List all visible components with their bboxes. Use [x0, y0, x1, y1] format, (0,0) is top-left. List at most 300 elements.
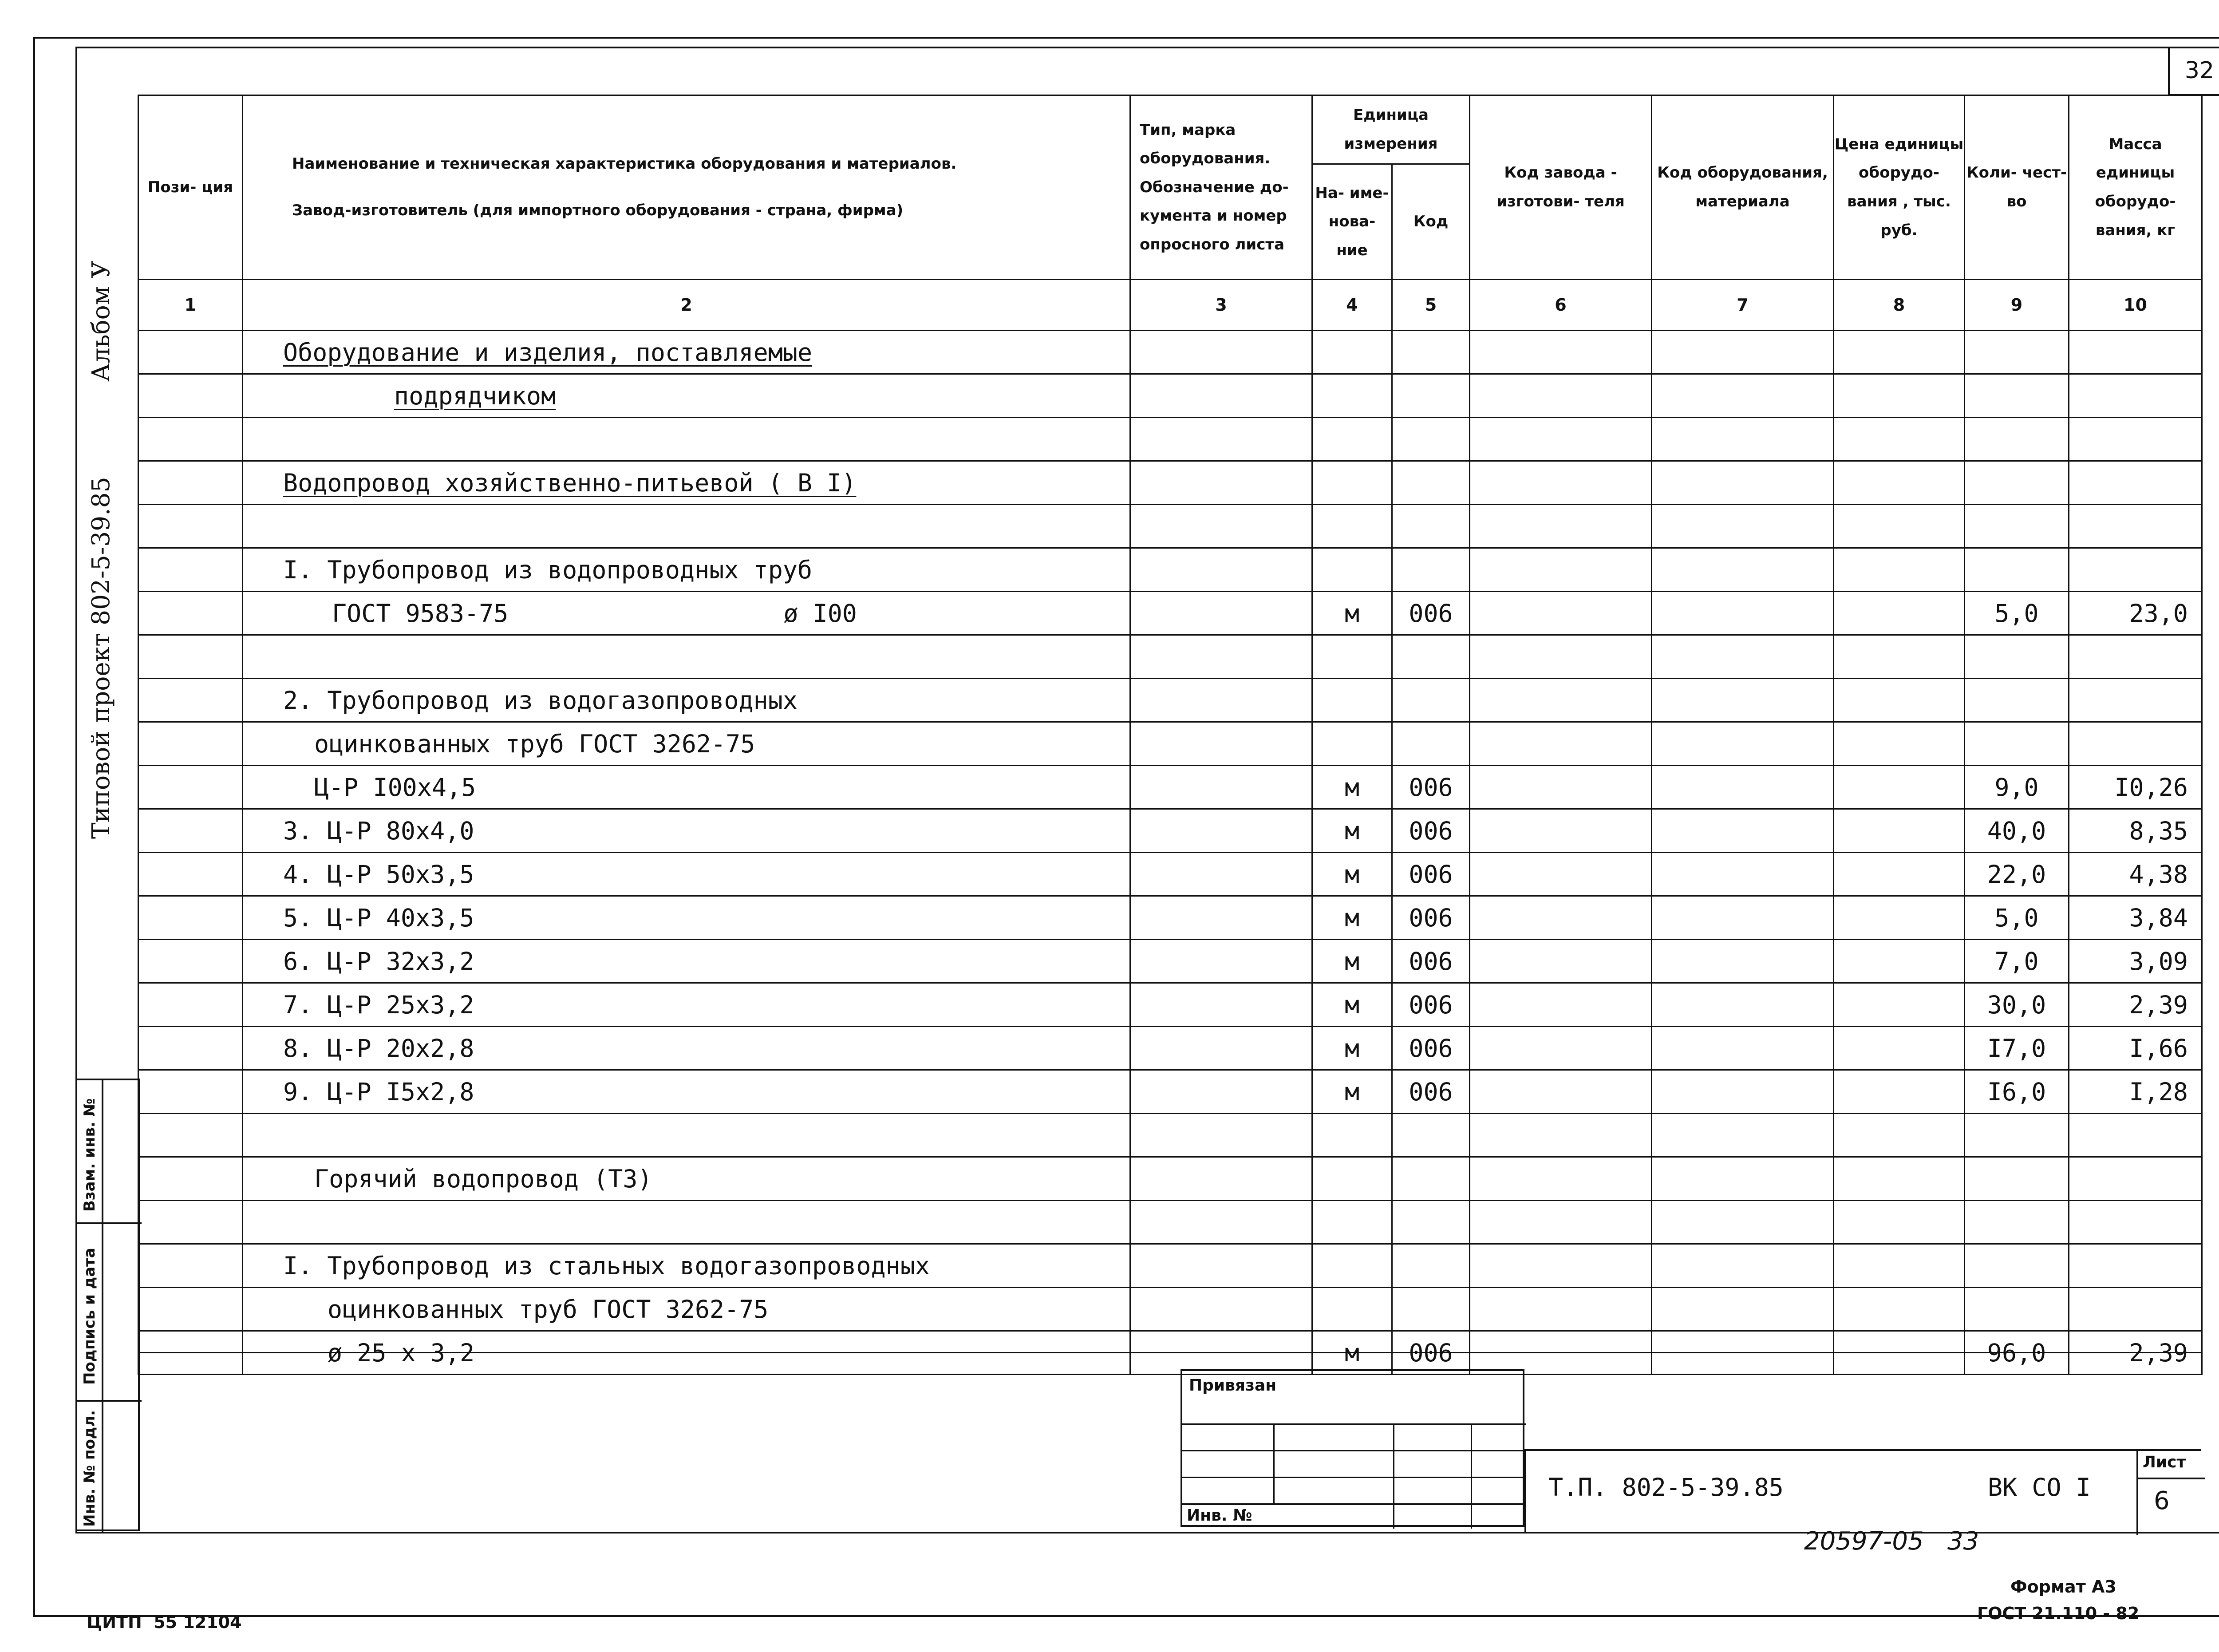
cell-mass: 23,0 [2069, 592, 2202, 635]
cell-mass [2069, 679, 2202, 722]
cell-quantity [1965, 1114, 2069, 1157]
cell-position [138, 896, 243, 940]
item-name: Водопровод хозяйственно-питьевой ( В I) [283, 468, 857, 497]
cell-price [1834, 548, 1965, 592]
cell-material-code [1652, 331, 1834, 374]
cell-code: 006 [1392, 766, 1470, 809]
table-row [138, 461, 2202, 505]
item-name: Горячий водопровод (Т3) [314, 1164, 652, 1193]
cell-factory-code [1470, 331, 1652, 374]
item-name: Ц-Р I00х4,5 [314, 773, 476, 802]
cell-material-code [1652, 809, 1834, 853]
cell-type [1130, 1070, 1312, 1114]
header-factory-code: Код завода - изготови- теля [1470, 95, 1652, 280]
cell-quantity: 9,0 [1965, 766, 2069, 809]
cell-type [1130, 1027, 1312, 1070]
project-code: Т.П. 802-5-39.85 [1548, 1473, 1784, 1502]
inv-label: Инв. № подл. [81, 1410, 99, 1527]
table-row [138, 1114, 2202, 1157]
table-row [138, 505, 2202, 548]
item-name: 2. Трубопровод из водогазопроводных [283, 686, 798, 715]
cell-name [243, 1157, 1130, 1201]
citp-label: ЦИТП 55 12104 [87, 1612, 242, 1632]
table-row [138, 1070, 2202, 1114]
main-stamp-box [1524, 1449, 2201, 1533]
cell-price [1834, 374, 1965, 418]
cell-factory-code [1470, 1114, 1652, 1157]
cell-name [243, 853, 1130, 896]
cell-mass [2069, 1288, 2202, 1331]
cell-mass: 8,35 [2069, 809, 2202, 853]
cell-code [1392, 1114, 1470, 1157]
cell-price [1834, 679, 1965, 722]
cell-code [1392, 1201, 1470, 1244]
cell-unit: м [1312, 809, 1392, 853]
cell-type [1130, 722, 1312, 766]
cell-position [138, 418, 243, 461]
cell-unit: м [1312, 1070, 1392, 1114]
item-name: оцинкованных труб ГОСТ 3262-75 [328, 1295, 769, 1324]
cell-code: 006 [1392, 1027, 1470, 1070]
cell-price [1834, 940, 1965, 983]
cell-material-code [1652, 722, 1834, 766]
cell-name [243, 374, 1130, 418]
cell-material-code [1652, 418, 1834, 461]
item-name: ø 25 х 3,2 [328, 1338, 475, 1367]
cell-name [243, 548, 1130, 592]
cell-position [138, 766, 243, 809]
item-name: 7. Ц-Р 25х3,2 [283, 990, 474, 1019]
cell-code [1392, 505, 1470, 548]
cell-unit: м [1312, 766, 1392, 809]
cell-unit: м [1312, 983, 1392, 1027]
header-name: Наименование и техническая характеристика оборудования и материалов. Завод-изготовитель (для импортного оборудования - страна, фирма) [243, 95, 1130, 280]
colnum-10: 10 [2069, 280, 2202, 331]
cell-mass [2069, 1201, 2202, 1244]
cell-factory-code [1470, 983, 1652, 1027]
colnum-4: 4 [1312, 280, 1392, 331]
cell-type [1130, 1244, 1312, 1288]
table-row [138, 1201, 2202, 1244]
item-name: I. Трубопровод из водопроводных труб [283, 555, 813, 584]
table-row [138, 548, 2202, 592]
table-row [138, 592, 2202, 635]
handwritten-number: 20597-05 33 [1804, 1527, 1979, 1556]
sheet-code: ВК СО I [1988, 1473, 2091, 1502]
cell-code: 006 [1392, 1070, 1470, 1114]
cell-unit: м [1312, 896, 1392, 940]
cell-position [138, 331, 243, 374]
cell-code [1392, 1288, 1470, 1331]
table-row [138, 896, 2202, 940]
cell-price [1834, 1157, 1965, 1201]
cell-code [1392, 418, 1470, 461]
item-name: I. Трубопровод из стальных водогазопроводных [283, 1251, 930, 1280]
cell-position [138, 722, 243, 766]
cell-material-code [1652, 766, 1834, 809]
cell-unit [1312, 505, 1392, 548]
cell-factory-code [1470, 766, 1652, 809]
cell-quantity [1965, 1157, 2069, 1201]
cell-material-code [1652, 1288, 1834, 1331]
table-row [138, 722, 2202, 766]
column-numbers-row [138, 280, 2202, 331]
cell-position [138, 1201, 243, 1244]
header-unit-name: На- име- нова- ние [1312, 164, 1392, 280]
cell-quantity: 40,0 [1965, 809, 2069, 853]
table-row [138, 331, 2202, 374]
cell-type [1130, 766, 1312, 809]
cell-unit [1312, 418, 1392, 461]
cell-material-code [1652, 896, 1834, 940]
item-name: 3. Ц-Р 80х4,0 [283, 816, 474, 845]
cell-material-code [1652, 461, 1834, 505]
cell-type [1130, 505, 1312, 548]
cell-quantity [1965, 679, 2069, 722]
cell-unit [1312, 1114, 1392, 1157]
cell-position [138, 505, 243, 548]
cell-quantity [1965, 635, 2069, 679]
cell-factory-code [1470, 461, 1652, 505]
table-row [138, 374, 2202, 418]
cell-position [138, 679, 243, 722]
cell-position [138, 983, 243, 1027]
table-row [138, 940, 2202, 983]
cell-factory-code [1470, 679, 1652, 722]
cell-mass: 3,09 [2069, 940, 2202, 983]
colnum-2: 2 [243, 280, 1130, 331]
cell-mass [2069, 418, 2202, 461]
cell-quantity [1965, 1244, 2069, 1288]
cell-factory-code [1470, 548, 1652, 592]
cell-factory-code [1470, 809, 1652, 853]
cell-code [1392, 461, 1470, 505]
cell-position [138, 940, 243, 983]
album-label: Альбом У [87, 261, 115, 382]
item-name: 4. Ц-Р 50х3,5 [283, 860, 474, 889]
cell-unit [1312, 1201, 1392, 1244]
cell-material-code [1652, 1070, 1834, 1114]
cell-mass: 4,38 [2069, 853, 2202, 896]
cell-position [138, 1157, 243, 1201]
cell-type [1130, 331, 1312, 374]
cell-type [1130, 592, 1312, 635]
cell-code: 006 [1392, 1331, 1470, 1375]
cell-price [1834, 1114, 1965, 1157]
cell-code: 006 [1392, 940, 1470, 983]
header-material-code: Код оборудования, материала [1652, 95, 1834, 280]
cell-mass [2069, 505, 2202, 548]
cell-code [1392, 1244, 1470, 1288]
item-diameter: ø I00 [783, 599, 857, 628]
cell-unit [1312, 548, 1392, 592]
cell-quantity: 5,0 [1965, 896, 2069, 940]
cell-unit [1312, 1157, 1392, 1201]
cell-name [243, 940, 1130, 983]
cell-factory-code [1470, 505, 1652, 548]
cell-quantity [1965, 374, 2069, 418]
cell-quantity [1965, 418, 2069, 461]
cell-quantity [1965, 1288, 2069, 1331]
item-name: подрядчиком [394, 381, 556, 410]
cell-type [1130, 1288, 1312, 1331]
cell-name [243, 1027, 1130, 1070]
cell-name [243, 1201, 1130, 1244]
cell-position [138, 853, 243, 896]
cell-mass: I0,26 [2069, 766, 2202, 809]
cell-type [1130, 809, 1312, 853]
cell-unit [1312, 1244, 1392, 1288]
cell-factory-code [1470, 722, 1652, 766]
cell-factory-code [1470, 374, 1652, 418]
table-row [138, 983, 2202, 1027]
cell-unit: м [1312, 853, 1392, 896]
page-number: 32 [2168, 47, 2219, 96]
cell-mass [2069, 461, 2202, 505]
item-name: 6. Ц-Р 32х3,2 [283, 947, 474, 976]
table-row [138, 418, 2202, 461]
table-row [138, 679, 2202, 722]
cell-material-code [1652, 1027, 1834, 1070]
cell-name [243, 592, 1130, 635]
cell-material-code [1652, 1244, 1834, 1288]
cell-unit [1312, 331, 1392, 374]
list-label: Лист [2143, 1453, 2186, 1471]
list-value: 6 [2154, 1486, 2170, 1515]
cell-price [1834, 418, 1965, 461]
header-position: Пози- ция [138, 95, 243, 280]
cell-material-code [1652, 1157, 1834, 1201]
item-name: ГОСТ 9583-75 [332, 599, 509, 628]
cell-unit: м [1312, 1027, 1392, 1070]
cell-quantity [1965, 1201, 2069, 1244]
cell-name [243, 1070, 1130, 1114]
cell-unit: м [1312, 592, 1392, 635]
cell-price [1834, 1244, 1965, 1288]
cell-mass: I,66 [2069, 1027, 2202, 1070]
cell-quantity [1965, 331, 2069, 374]
cell-type [1130, 635, 1312, 679]
cell-material-code [1652, 983, 1834, 1027]
cell-code [1392, 331, 1470, 374]
cell-factory-code [1470, 1201, 1652, 1244]
cell-position [138, 548, 243, 592]
cell-mass [2069, 635, 2202, 679]
cell-quantity [1965, 505, 2069, 548]
podpis-label: Подпись и дата [81, 1248, 99, 1385]
table-row [138, 809, 2202, 853]
cell-unit [1312, 722, 1392, 766]
cell-name [243, 766, 1130, 809]
cell-mass [2069, 722, 2202, 766]
cell-mass [2069, 331, 2202, 374]
cell-price [1834, 331, 1965, 374]
cell-code [1392, 635, 1470, 679]
cell-position [138, 1027, 243, 1070]
cell-factory-code [1470, 635, 1652, 679]
cell-type [1130, 1201, 1312, 1244]
inv-no-label: Инв. № [1187, 1506, 1252, 1525]
cell-code [1392, 374, 1470, 418]
gost-label: ГОСТ 21.110 - 82 [1977, 1604, 2140, 1623]
cell-type [1130, 679, 1312, 722]
cell-type [1130, 461, 1312, 505]
cell-price [1834, 1070, 1965, 1114]
table-row [138, 1244, 2202, 1288]
cell-mass: 3,84 [2069, 896, 2202, 940]
colnum-1: 1 [138, 280, 243, 331]
colnum-5: 5 [1392, 280, 1470, 331]
cell-quantity: I7,0 [1965, 1027, 2069, 1070]
item-name: 9. Ц-Р I5х2,8 [283, 1077, 474, 1106]
cell-mass: I,28 [2069, 1070, 2202, 1114]
table-row [138, 635, 2202, 679]
cell-position [138, 374, 243, 418]
cell-type [1130, 983, 1312, 1027]
cell-price [1834, 983, 1965, 1027]
cell-type [1130, 374, 1312, 418]
cell-quantity [1965, 722, 2069, 766]
project-label: Типовой проект 802-5-39.85 [87, 477, 115, 839]
cell-price [1834, 896, 1965, 940]
cell-position [138, 809, 243, 853]
cell-name [243, 1114, 1130, 1157]
cell-position [138, 592, 243, 635]
cell-factory-code [1470, 1288, 1652, 1331]
cell-position [138, 1070, 243, 1114]
cell-name [243, 896, 1130, 940]
cell-quantity: 7,0 [1965, 940, 2069, 983]
cell-mass [2069, 1244, 2202, 1288]
cell-name [243, 983, 1130, 1027]
cell-unit: м [1312, 1331, 1392, 1375]
cell-factory-code [1470, 1027, 1652, 1070]
table-row [138, 766, 2202, 809]
header-price: Цена единицы оборудо- вания , тыс. руб. [1834, 95, 1965, 280]
cell-price [1834, 505, 1965, 548]
cell-factory-code [1470, 1244, 1652, 1288]
cell-material-code [1652, 548, 1834, 592]
cell-type [1130, 940, 1312, 983]
cell-quantity: 5,0 [1965, 592, 2069, 635]
cell-type [1130, 1114, 1312, 1157]
cell-name [243, 505, 1130, 548]
cell-quantity: 96,0 [1965, 1331, 2069, 1375]
cell-unit [1312, 1288, 1392, 1331]
cell-price [1834, 1027, 1965, 1070]
cell-quantity: I6,0 [1965, 1070, 2069, 1114]
table-row [138, 1288, 2202, 1331]
cell-price [1834, 722, 1965, 766]
format-label: Формат А3 [2010, 1577, 2116, 1597]
cell-code [1392, 679, 1470, 722]
cell-position [138, 461, 243, 505]
cell-price [1834, 1201, 1965, 1244]
cell-code [1392, 1157, 1470, 1201]
cell-material-code [1652, 374, 1834, 418]
cell-material-code [1652, 1201, 1834, 1244]
colnum-7: 7 [1652, 280, 1834, 331]
cell-mass: 2,39 [2069, 983, 2202, 1027]
header-quantity: Коли- чест- во [1965, 95, 2069, 280]
vzam-label: Взам. инв. № [81, 1098, 99, 1212]
header-unit-code: Код [1392, 164, 1470, 280]
cell-mass [2069, 374, 2202, 418]
item-name: Оборудование и изделия, поставляемые [283, 338, 813, 367]
cell-material-code [1652, 1114, 1834, 1157]
cell-factory-code [1470, 853, 1652, 896]
cell-material-code [1652, 940, 1834, 983]
cell-factory-code [1470, 940, 1652, 983]
cell-quantity [1965, 548, 2069, 592]
item-name: оцинкованных труб ГОСТ 3262-75 [314, 729, 755, 758]
cell-code [1392, 722, 1470, 766]
cell-mass [2069, 1157, 2202, 1201]
cell-unit [1312, 679, 1392, 722]
cell-code: 006 [1392, 896, 1470, 940]
table-row [138, 1027, 2202, 1070]
cell-name [243, 418, 1130, 461]
cell-mass [2069, 1114, 2202, 1157]
cell-factory-code [1470, 418, 1652, 461]
cell-position [138, 1114, 243, 1157]
specification-table [138, 95, 2203, 1375]
cell-name [243, 809, 1130, 853]
cell-material-code [1652, 505, 1834, 548]
cell-price [1834, 592, 1965, 635]
cell-quantity [1965, 461, 2069, 505]
privyazan-box [1181, 1369, 1524, 1527]
header-unit-group: Единица измерения [1312, 95, 1470, 164]
cell-unit [1312, 374, 1392, 418]
cell-quantity: 30,0 [1965, 983, 2069, 1027]
privyazan-label: Привязан [1189, 1376, 1277, 1395]
cell-material-code [1652, 635, 1834, 679]
cell-position [138, 1288, 243, 1331]
item-name: 5. Ц-Р 40х3,5 [283, 903, 474, 932]
cell-factory-code [1470, 896, 1652, 940]
cell-code: 006 [1392, 592, 1470, 635]
cell-factory-code [1470, 1070, 1652, 1114]
cell-price [1834, 635, 1965, 679]
table-row [138, 1157, 2202, 1201]
list-box [2136, 1451, 2203, 1535]
cell-code: 006 [1392, 983, 1470, 1027]
cell-type [1130, 418, 1312, 461]
colnum-9: 9 [1965, 280, 2069, 331]
cell-quantity: 22,0 [1965, 853, 2069, 896]
header-type: Тип, марка оборудования. Обозначение до- кумента и номер опросного листа [1130, 95, 1312, 280]
cell-price [1834, 809, 1965, 853]
cell-type [1130, 1157, 1312, 1201]
header-mass: Масса единицы оборудо- вания, кг [2069, 95, 2202, 280]
cell-code: 006 [1392, 853, 1470, 896]
cell-price [1834, 853, 1965, 896]
cell-price [1834, 1288, 1965, 1331]
cell-name [243, 679, 1130, 722]
cell-material-code [1652, 853, 1834, 896]
cell-name [243, 722, 1130, 766]
cell-unit [1312, 461, 1392, 505]
cell-name [243, 1244, 1130, 1288]
cell-position [138, 1244, 243, 1288]
cell-factory-code [1470, 592, 1652, 635]
cell-mass [2069, 548, 2202, 592]
cell-price [1834, 766, 1965, 809]
cell-name [243, 461, 1130, 505]
cell-factory-code [1470, 1157, 1652, 1201]
cell-price [1834, 461, 1965, 505]
